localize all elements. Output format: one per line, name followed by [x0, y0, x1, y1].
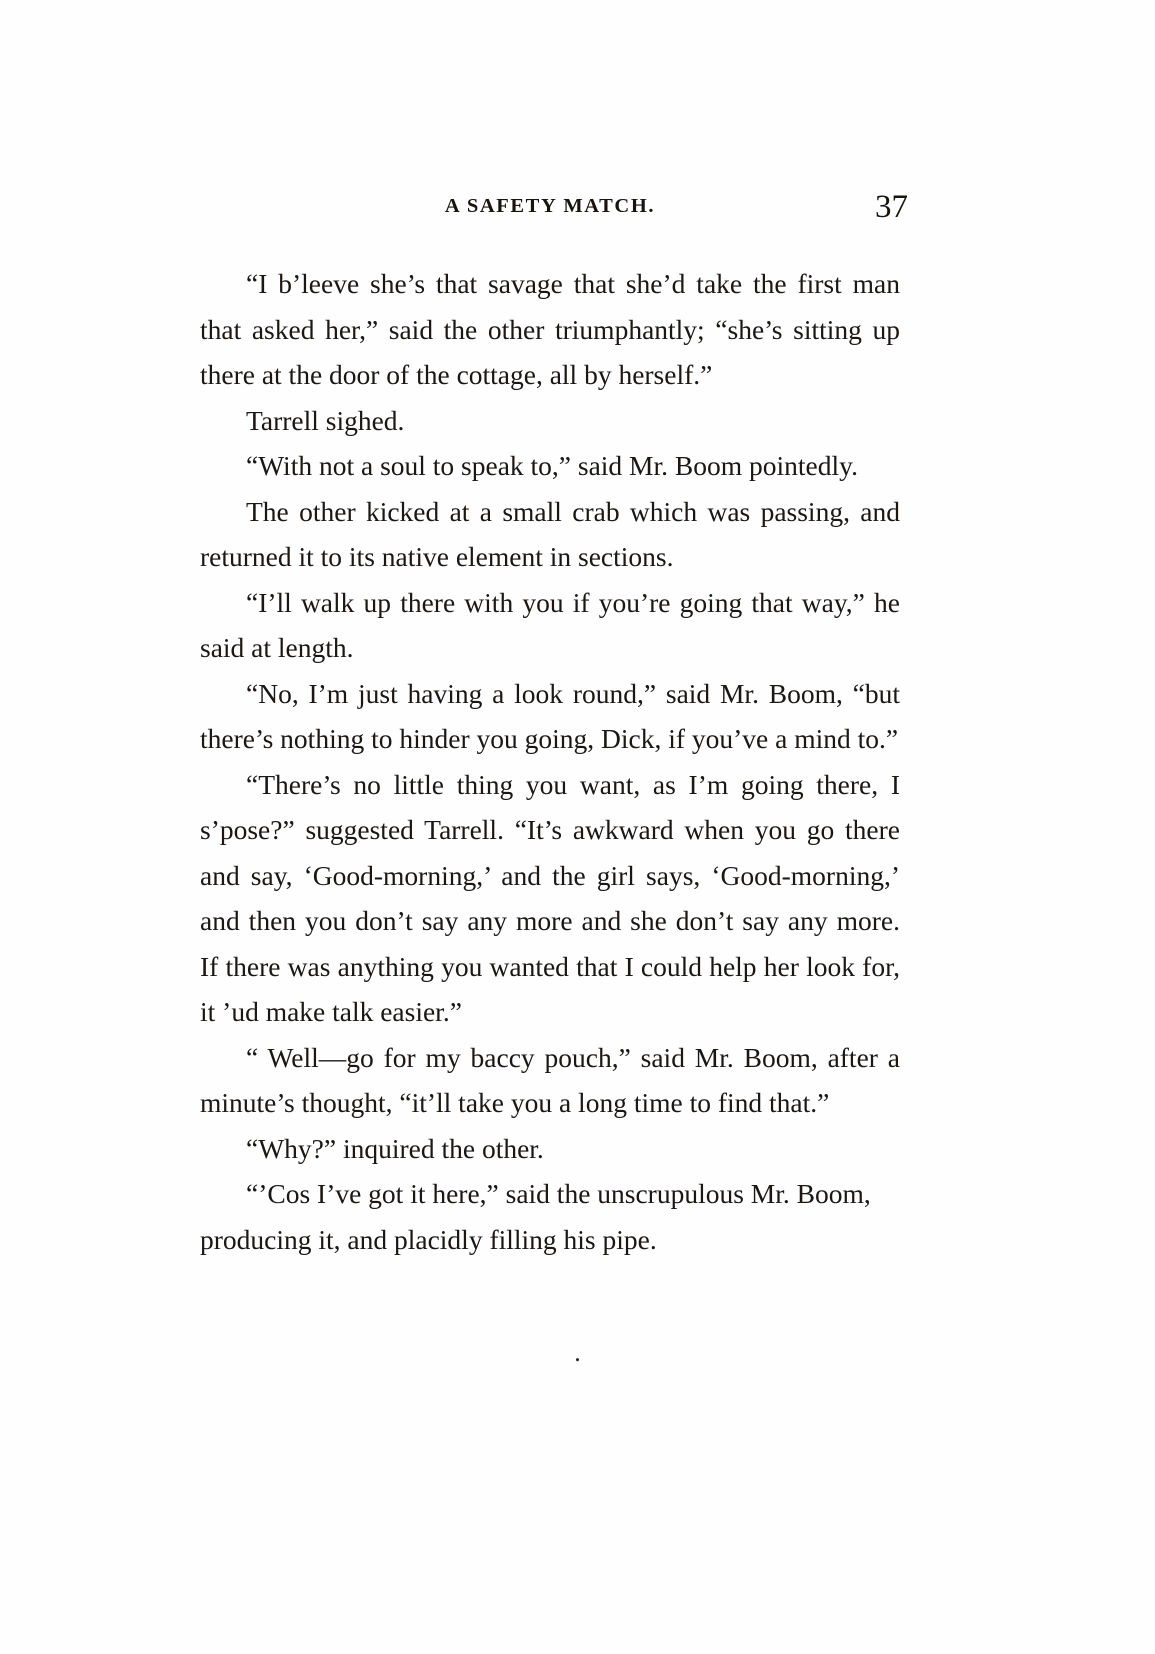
paragraph: “No, I’m just having a look round,” said Mr. Boom, “but there’s nothing to hinder you going, Dick, if you’ve a mind to.”: [200, 677, 900, 754]
body-text: [200, 261, 900, 1262]
paragraph: “I’ll walk up there with you if you’re going that way,” he said at length.: [200, 586, 900, 663]
running-head: [200, 189, 908, 235]
paragraph: “’Cos I’ve got it here,” said the unscrupulous Mr. Boom, producing it, and placidly filling his pipe.: [200, 1178, 871, 1255]
running-head-title: A SAFETY MATCH.: [444, 195, 656, 217]
paragraph: “There’s no little thing you want, as I’m going there, I s’pose?” suggested Tarrell. “It’s awkward when you go there and say, ‘Good-morning,’ and the girl says, ‘Good-morning,’ and then you don’t say any more and she don’t say any more. If there was anything you wanted that I could help her look for, it ’ud make talk easier.”: [200, 768, 900, 1027]
page-number: 37: [875, 189, 908, 225]
page-tail-mark: .: [574, 1338, 581, 1367]
page-content: [200, 189, 908, 1262]
paragraph: “With not a soul to speak to,” said Mr. Boom pointedly.: [246, 450, 858, 481]
paragraph: The other kicked at a small crab which was passing, and returned it to its native element in sections.: [200, 495, 900, 572]
paragraph: “Why?” inquired the other.: [246, 1132, 544, 1164]
paragraph: Tarrell sighed.: [246, 404, 405, 436]
paragraph: “ Well—go for my baccy pouch,” said Mr. Boom, after a minute’s thought, “it’ll take you a long time to find that.”: [200, 1041, 900, 1118]
paragraph: “I b’leeve she’s that savage that she’d take the first man that asked her,” said the other triumphantly; “she’s sitting up there at the door of the cottage, all by herself.”: [200, 268, 900, 390]
